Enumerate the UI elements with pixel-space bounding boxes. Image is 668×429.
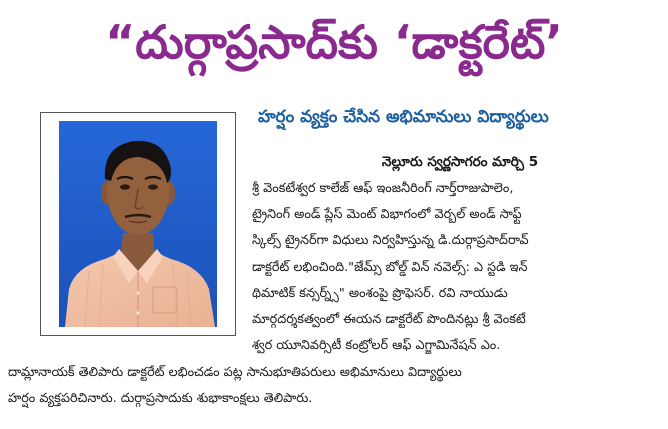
body-line: ట్రైనింగ్ అండ్ ప్లేస్ మెంట్ విభాగంలో వెర్బల్ అండ్ సాఫ్ట్	[252, 207, 522, 222]
body-line: డాక్టరేట్ లభించింది."జేమ్స్ బోల్డ్ విన్ నవెల్స్: ఎ స్టడి ఇన్	[252, 260, 528, 275]
body-line: మార్గదర్శకత్వంలో ఈయన డాక్టరేట్ పొందినట్లు శ్రీ వెంకటే	[252, 312, 526, 327]
body-line: థిమాటిక్ కన్సర్న్స్" అంశంపై ప్రొఫెసర్. రవి నాయుడు	[252, 286, 508, 301]
portrait-photo	[59, 121, 217, 327]
subheadline: హర్షం వ్యక్తం చేసిన అభిమానులు విద్యార్థులు	[258, 107, 549, 127]
dateline: నెల్లూరు స్వర్ణసాగరం మార్చి 5	[381, 154, 539, 170]
body-line: స్కిల్స్ ట్రైనర్‌గా విధులు నిర్వహిస్తున్న డి.దుర్గాప్రసాద్‌రావ్	[252, 233, 529, 248]
body-line: శ్రీ వెంకటేశ్వర కాలేజ్ ఆఫ్ ఇంజనీరింగ్ నార్త్‌రాజుపాలెం,	[252, 181, 514, 196]
body-line: దామ్లానాయక్ తెలిపారు డాక్టరేట్ లభించడం పట్ల సానుభూతిపరులు అభిమానులు విద్యార్థులు	[8, 365, 462, 380]
body-line: హర్షం వ్యక్తపరిచినారు. దుర్గాప్రసాదుకు శుభాకాంక్షలు తెలిపారు.	[8, 391, 313, 406]
body-line: శ్వర యూనివర్సిటీ కంట్రోలర్ ఆఫ్ ఎగ్జామినేషన్ ఎం.	[252, 338, 501, 353]
portrait-illustration	[59, 121, 217, 327]
photo-frame	[40, 112, 236, 336]
headline: “దుర్గాప్రసాద్‌కు ‘డాక్టరేట్’	[105, 15, 563, 69]
